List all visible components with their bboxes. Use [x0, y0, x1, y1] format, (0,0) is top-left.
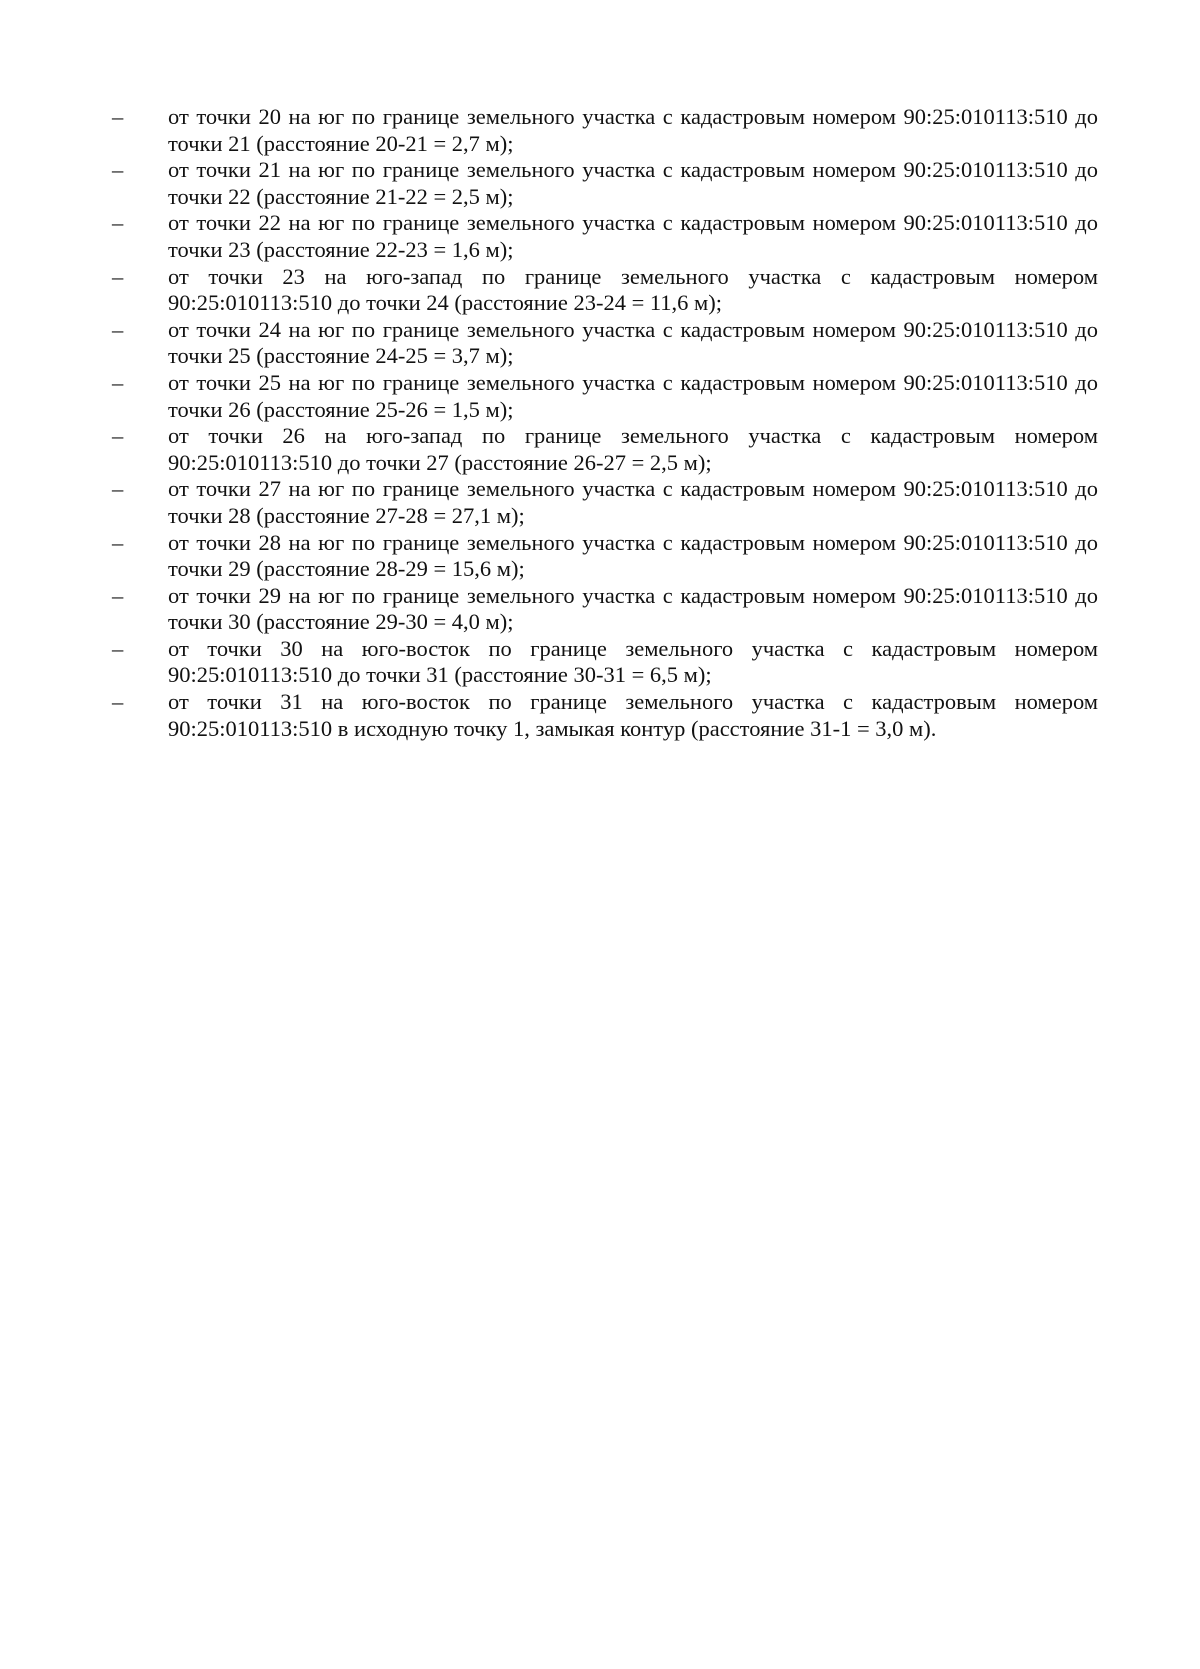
list-item — [112, 317, 1098, 370]
list-item-text: от точки 24 на юг по границе земельного участка с кадастровым номером 90:25:010113:510 до точки 25 (расстояние 24-25 = 3,7 м); — [168, 316, 1098, 369]
list-dash: – — [112, 529, 124, 555]
list-item — [112, 476, 1098, 529]
list-item-text: от точки 23 на юго-запад по границе земельного участка с кадастровым номером 90:25:010113:510 до точки 24 (расстояние 23-24 = 11,6 м); — [168, 263, 1098, 316]
list-dash: – — [112, 157, 124, 183]
list-item-text: от точки 30 на юго-восток по границе земельного участка с кадастровым номером 90:25:010113:510 до точки 31 (расстояние 30-31 = 6,5 м); — [168, 635, 1098, 688]
list-item — [112, 157, 1098, 210]
list-dash: – — [112, 423, 124, 449]
list-item-text: от точки 28 на юг по границе земельного участка с кадастровым номером 90:25:010113:510 до точки 29 (расстояние 28-29 = 15,6 м); — [168, 529, 1098, 582]
list-item-text: от точки 29 на юг по границе земельного участка с кадастровым номером 90:25:010113:510 до точки 30 (расстояние 29-30 = 4,0 м); — [168, 582, 1098, 635]
list-item — [112, 530, 1098, 583]
list-item-text: от точки 27 на юг по границе земельного участка с кадастровым номером 90:25:010113:510 до точки 28 (расстояние 27-28 = 27,1 м); — [168, 476, 1098, 528]
list-item-text: от точки 21 на юг по границе земельного участка с кадастровым номером 90:25:010113:510 до точки 22 (расстояние 21-22 = 2,5 м); — [168, 157, 1098, 209]
list-dash: – — [112, 635, 124, 661]
list-dash: – — [112, 316, 124, 342]
boundary-description-list — [112, 104, 1098, 742]
list-item — [112, 689, 1098, 742]
list-item — [112, 636, 1098, 689]
list-dash: – — [112, 263, 124, 289]
list-item — [112, 423, 1098, 476]
list-dash: – — [112, 582, 124, 608]
list-item — [112, 370, 1098, 423]
list-item-text: от точки 26 на юго-запад по границе земельного участка с кадастровым номером 90:25:010113:510 до точки 27 (расстояние 26-27 = 2,5 м); — [168, 423, 1098, 475]
list-item — [112, 583, 1098, 636]
list-item — [112, 210, 1098, 263]
list-item-text: от точки 25 на юг по границе земельного участка с кадастровым номером 90:25:010113:510 до точки 26 (расстояние 25-26 = 1,5 м); — [168, 369, 1098, 422]
list-item — [112, 264, 1098, 317]
list-dash: – — [112, 104, 124, 129]
list-item-text: от точки 22 на юг по границе земельного участка с кадастровым номером 90:25:010113:510 до точки 23 (расстояние 22-23 = 1,6 м); — [168, 210, 1098, 262]
list-item — [112, 104, 1098, 157]
list-dash: – — [112, 369, 124, 395]
list-item-text: от точки 20 на юг по границе земельного участка с кадастровым номером 90:25:010113:510 до точки 21 (расстояние 20-21 = 2,7 м); — [168, 104, 1098, 156]
list-dash: – — [112, 210, 124, 236]
list-dash: – — [112, 689, 124, 715]
list-dash: – — [112, 476, 124, 502]
list-item-text: от точки 31 на юго-восток по границе земельного участка с кадастровым номером 90:25:010113:510 в исходную точку 1, замыкая контур (расстояние 31-1 = 3,0 м). — [168, 689, 1098, 741]
